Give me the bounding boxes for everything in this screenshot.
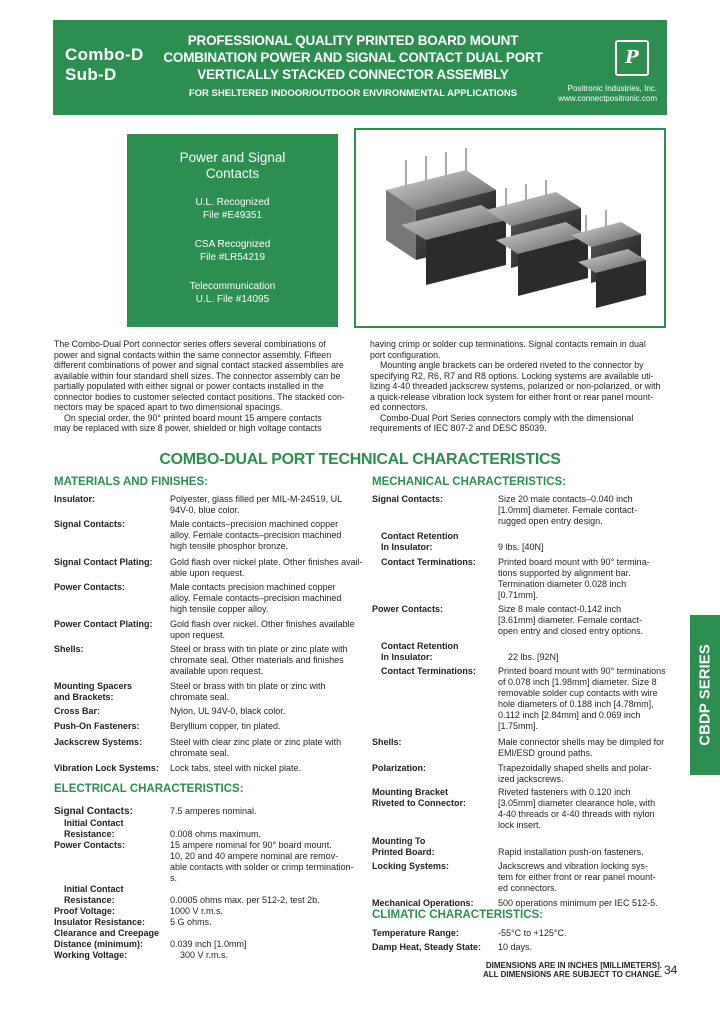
polarization-value	[498, 763, 652, 785]
damp-heat-value: 10 days.	[498, 942, 533, 952]
value-line: Trapezoidally shaped shells and polar-	[498, 763, 652, 773]
value-line: ized jackscrews.	[498, 774, 564, 784]
certification-box	[127, 134, 338, 327]
intro-line: The Combo-Dual Port connector series offers several combinations of	[54, 339, 326, 349]
page-number: 34	[664, 963, 678, 977]
intro-line: Mounting angle brackets can be ordered riveted to the connector by	[380, 360, 644, 370]
intro-line: port configuration.	[370, 349, 441, 360]
intro-line: requirements of IEC 807-2 and DESC 85039.	[370, 423, 547, 433]
temperature-value: -55°C to +125°C.	[498, 928, 567, 938]
signal-plating-label: Signal Contact Plating:	[54, 557, 153, 567]
signal-contacts-label: Signal Contacts:	[54, 519, 126, 529]
spacers-label	[54, 681, 132, 703]
elec-power-resistance-value: 0.0005 ohms max. per 512-2, test 2b.	[170, 895, 320, 905]
main-title: COMBO-DUAL PORT TECHNICAL CHARACTERISTICS	[159, 451, 561, 468]
label-line: Clearance and Creepage	[54, 928, 160, 938]
mech-terminations-value-2	[498, 666, 666, 732]
connector-large	[386, 148, 506, 285]
header-title-line-3: VERTICALLY STACKED CONNECTOR ASSEMBLY	[197, 67, 509, 82]
value-line: [3.61mm] diameter. Female contact-	[498, 615, 643, 625]
locking-value	[498, 861, 656, 894]
value-line: [1.0mm] diameter. Female contact-	[498, 505, 638, 515]
mount-pb-value: Rapid installation push-on fasteners.	[498, 847, 644, 857]
crossbar-value: Nylon, UL 94V-0, black color.	[170, 706, 286, 716]
mechanical-heading: MECHANICAL CHARACTERISTICS:	[372, 476, 567, 488]
clearance-label	[54, 928, 159, 950]
label-line: In Insulator:	[381, 652, 433, 662]
intro-line: power and signal contacts within the same connector assembly. Fifteen	[54, 349, 332, 360]
label-line: Contact Retention	[381, 641, 459, 651]
intro-line: nectors may be spaced apart to two dimensional spacings.	[54, 402, 283, 412]
company-website: www.connectpositronic.com	[558, 94, 657, 103]
value-line: able contacts with solder or crimp termination-	[170, 862, 354, 872]
label-line: In Insulator:	[381, 542, 433, 552]
proof-voltage-label: Proof Voltage:	[54, 906, 115, 916]
mech-retention-label	[381, 531, 459, 553]
intro-line: a quick-release vibration lock system for either front or rear panel mount-	[370, 391, 654, 402]
label-line: Distance (minimum):	[54, 939, 144, 949]
elec-power-value	[170, 840, 354, 884]
materials-heading: MATERIALS AND FINISHES:	[54, 476, 208, 488]
intro-line: specifying R2, R6, R7 and R8 options. Locking systems are available uti-	[370, 370, 654, 381]
label-line: Riveted to Connector:	[372, 798, 467, 808]
electrical-heading: ELECTRICAL CHARACTERISTICS:	[54, 783, 244, 795]
company-name: Positronic Industries, Inc.	[567, 84, 657, 93]
value-line: 10, 20 and 40 ampere nominal are remov-	[170, 851, 339, 861]
label-line: Initial Contact	[64, 884, 124, 894]
mech-terminations-label: Contact Terminations:	[381, 557, 476, 567]
value-line: Termination diameter 0.028 inch	[498, 579, 627, 589]
mech-operations-value: 500 operations minimum per IEC 512-5.	[498, 898, 658, 908]
vibration-value: Lock tabs, steel with nickel plate.	[170, 763, 302, 773]
working-voltage-value: 300 V r.m.s.	[180, 950, 229, 960]
intro-line: partially populated with either signal or power contacts installed in the	[54, 381, 324, 391]
signal-contacts-value	[170, 519, 341, 552]
logo-letter: P	[625, 47, 639, 68]
csa-file: File #LR54219	[199, 252, 266, 263]
label-line: Mounting Bracket	[372, 787, 449, 797]
series-side-tab	[690, 615, 720, 775]
value-line: Male contacts precision machined copper	[170, 582, 336, 592]
label-line: Initial Contact	[64, 818, 124, 828]
ul-file: File #E49351	[203, 210, 262, 221]
value-line: Riveted fasteners with 0.120 inch	[498, 787, 631, 797]
value-line: Printed board mount with 90° termina-	[498, 557, 650, 567]
locking-label: Locking Systems:	[372, 861, 450, 871]
value-line: [1.75mm].	[498, 721, 539, 731]
value-line: ed connectors.	[498, 883, 558, 893]
intro-line: available within four standard shell sizes. The connector assembly can be	[54, 370, 341, 381]
elec-signal-value: 7.5 amperes nominal.	[170, 806, 257, 816]
product-photo	[354, 128, 666, 328]
mech-power-label: Power Contacts:	[372, 604, 444, 614]
value-line: Steel with clear zinc plate or zinc plate with	[170, 737, 342, 747]
value-line: [0.71mm].	[498, 590, 539, 600]
brand-line-1: Combo-D	[65, 45, 144, 64]
label-line: Mounting To	[372, 836, 426, 846]
insulator-value	[170, 494, 342, 516]
intro-line: ed connectors.	[370, 402, 428, 412]
value-line: alloy. Female contacts–precision machined	[170, 530, 342, 540]
value-line: chromate seal.	[170, 748, 230, 758]
power-plating-label: Power Contact Plating:	[54, 619, 153, 629]
elec-signal-label: Signal Contacts:	[54, 806, 133, 817]
elec-power-label: Power Contacts:	[54, 840, 126, 850]
pushon-label: Push-On Fasteners:	[54, 721, 140, 731]
value-line: Male connector shells may be dimpled for	[498, 737, 665, 747]
value-line: Polyester, glass filled per MIL-M-24519, UL	[170, 494, 343, 504]
label-line: and Brackets:	[54, 692, 114, 702]
damp-heat-label: Damp Heat, Steady State:	[372, 942, 482, 952]
value-line: lock insert.	[498, 820, 542, 830]
value-line: Printed board mount with 90° terminations	[498, 666, 666, 676]
mech-terminations-label-2: Contact Terminations:	[381, 666, 476, 676]
label-line: Mounting Spacers	[54, 681, 133, 691]
intro-right	[370, 339, 668, 434]
value-line: Jackscrews and vibration locking sys-	[498, 861, 649, 871]
polarization-label: Polarization:	[372, 763, 427, 773]
value-line: available upon request.	[170, 666, 264, 676]
ul-recognized: U.L. Recognized	[195, 197, 270, 208]
working-voltage-label: Working Voltage:	[54, 950, 128, 960]
intro-line: Combo-Dual Port Series connectors comply with the dimensional	[380, 412, 634, 423]
shells-label: Shells:	[54, 644, 84, 654]
value-line: high tensile copper alloy.	[170, 604, 269, 614]
series-tab-label: CBDP SERIES	[696, 644, 714, 746]
dimensions-note: DIMENSIONS ARE IN INCHES [MILLIMETERS].	[485, 961, 662, 970]
power-contacts-value	[170, 582, 341, 615]
label-line: Printed Board:	[372, 847, 435, 857]
value-line: of 0.078 inch [1.98mm] diameter. Size 8	[498, 677, 657, 687]
signal-plating-value	[170, 557, 363, 579]
mech-terminations-value	[498, 557, 650, 601]
intro-line: different combinations of power and signal contact stacked assemblies are	[54, 360, 344, 370]
value-line: open entry and closed entry options.	[498, 626, 644, 636]
value-line: high tensile phosphor bronze.	[170, 541, 289, 551]
header-subtitle: FOR SHELTERED INDOOR/OUTDOOR ENVIRONMENTAL APPLICATIONS	[188, 88, 518, 99]
intro-line: lizing 4-40 threaded jackscrew systems, polarized or non-polarized, or with	[370, 381, 661, 391]
elec-initial-contact-label-2	[64, 884, 124, 906]
insulator-resistance-label: Insulator Resistance:	[54, 917, 146, 927]
value-line: chromate seal. Other materials and finishes	[170, 655, 344, 665]
value-line: removable solder cup contacts with wire	[498, 688, 658, 698]
mech-retention-label-2	[381, 641, 459, 663]
connector-illustration	[356, 130, 664, 326]
mech-operations-label: Mechanical Operations:	[372, 898, 474, 908]
intro-line: having crimp or solder cup terminations. Signal contacts remain in dual	[370, 339, 646, 349]
header-banner	[53, 20, 667, 115]
value-line: able upon request.	[170, 568, 245, 578]
label-line: Contact Retention	[381, 531, 459, 541]
csa-recognized: CSA Recognized	[194, 239, 271, 250]
value-line: hole diameters of 0.188 inch [4.78mm],	[498, 699, 654, 709]
intro-line: connector bodies to customer selected contact positions. The stacked con-	[54, 391, 345, 402]
value-line: 0.112 inch [2.84mm] and 0.069 inch	[498, 710, 641, 720]
mech-retention-value-2: 22 lbs. [92N]	[508, 652, 559, 662]
mech-signal-value	[498, 494, 637, 527]
shells-value	[170, 644, 348, 677]
proof-voltage-value: 1000 V r.m.s.	[170, 906, 224, 916]
company-info	[553, 84, 657, 104]
temperature-label: Temperature Range:	[372, 928, 459, 938]
value-line: rugged open entry design.	[498, 516, 603, 526]
value-line: s.	[170, 873, 178, 883]
label-line: Resistance:	[64, 895, 115, 905]
value-line: Male contacts–precision machined copper	[170, 519, 339, 529]
value-line: tions supported by alignment bar.	[498, 568, 631, 578]
mech-signal-label: Signal Contacts:	[372, 494, 444, 504]
crossbar-label: Cross Bar:	[54, 706, 101, 716]
value-line: EMI/ESD ground paths.	[498, 748, 593, 758]
distance-value: 0.039 inch [1.0mm]	[170, 939, 247, 949]
box-title-line-1: Power and Signal	[179, 150, 286, 165]
telecom-label: Telecommunication	[189, 281, 276, 292]
value-line: Size 8 male contact-0.142 inch	[498, 604, 622, 614]
label-line: Resistance:	[64, 829, 115, 839]
intro-line: On special order, the 90° printed board mount 15 ampere contacts	[64, 412, 322, 423]
insulator-label: Insulator:	[54, 494, 96, 504]
insulator-resistance-value: 5 G ohms.	[170, 917, 212, 927]
company-logo	[615, 40, 649, 76]
elec-initial-contact-label	[64, 818, 124, 840]
value-line: [3.05mm] diameter clearance hole, with	[498, 798, 656, 808]
pushon-value: Beryllium copper, tin plated.	[170, 721, 281, 731]
value-line: upon request.	[170, 630, 226, 640]
power-contacts-label: Power Contacts:	[54, 582, 126, 592]
jackscrew-label: Jackscrew Systems:	[54, 737, 143, 747]
mech-power-value	[498, 604, 643, 637]
power-plating-value	[170, 619, 355, 641]
header-title-line-2: COMBINATION POWER AND SIGNAL CONTACT DUAL PORT	[163, 50, 543, 65]
mech-shells-label: Shells:	[372, 737, 402, 747]
jackscrew-value	[170, 737, 341, 759]
bracket-label	[372, 787, 466, 809]
value-line: tem for either front or rear panel mount-	[498, 872, 656, 882]
telecom-file: U.L. File #14095	[195, 294, 270, 305]
vibration-label: Vibration Lock Systems:	[54, 763, 159, 773]
bracket-value	[498, 787, 655, 831]
intro-line: may be replaced with size 8 power, shielded or high voltage contacts	[54, 423, 322, 433]
header-title-line-1: PROFESSIONAL QUALITY PRINTED BOARD MOUNT	[187, 33, 519, 48]
elec-signal-resistance-value: 0.008 ohms maximum.	[170, 829, 262, 839]
value-line: Gold flash over nickel. Other finishes available	[170, 619, 355, 629]
intro-left	[54, 339, 352, 434]
spacers-value	[170, 681, 326, 703]
value-line: 15 ampere nominal for 90° board mount.	[170, 840, 332, 850]
value-line: Size 20 male contacts–0.040 inch	[498, 494, 633, 504]
value-line: alloy. Female contacts–precision machined	[170, 593, 342, 603]
value-line: Steel or brass with tin plate or zinc with	[170, 681, 326, 691]
value-line: chromate seal.	[170, 692, 230, 702]
mech-retention-value: 9 lbs. [40N]	[498, 542, 544, 552]
climatic-heading: CLIMATIC CHARACTERISTICS:	[372, 909, 543, 921]
brand-line-2: Sub-D	[65, 65, 117, 84]
value-line: 94V-0, blue color.	[170, 505, 240, 515]
change-note: ALL DIMENSIONS ARE SUBJECT TO CHANGE.	[483, 970, 662, 979]
mount-pb-label	[372, 836, 435, 858]
value-line: 4-40 threads or 4-40 threads with nylon	[498, 809, 655, 819]
box-title-line-2: Contacts	[205, 166, 260, 181]
value-line: Steel or brass with tin plate or zinc plate with	[170, 644, 348, 654]
mech-shells-value	[498, 737, 664, 759]
value-line: Gold flash over nickel plate. Other finishes avail-	[170, 557, 363, 567]
